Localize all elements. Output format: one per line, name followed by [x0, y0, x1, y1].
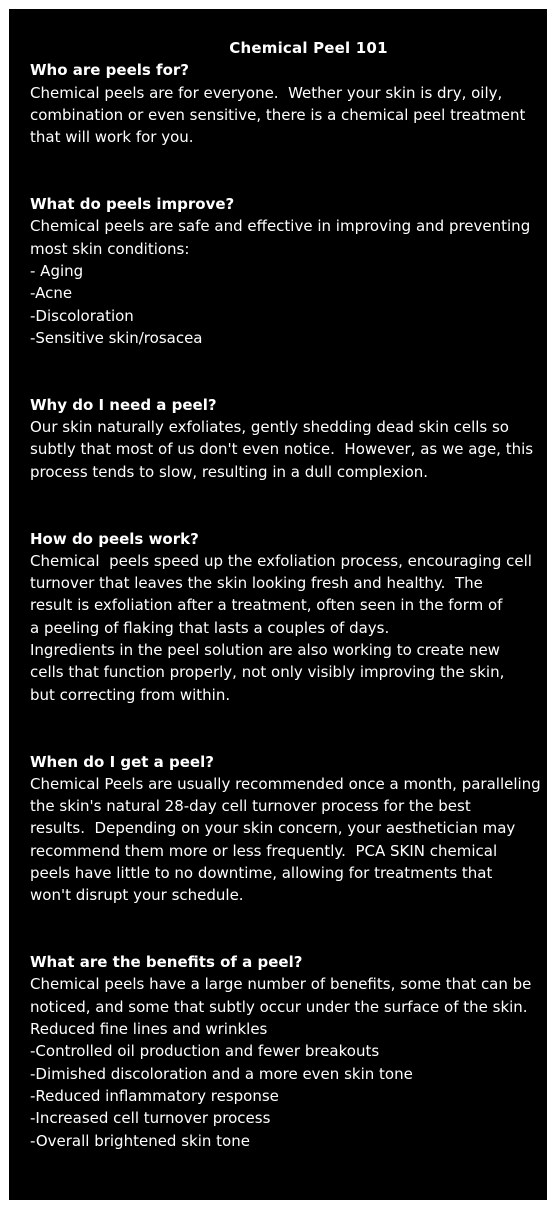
section-text-line: Chemical Peels are usually recommended once a month, paralleling	[30, 774, 541, 793]
section-text-line: combination or even sensitive, there is a chemical peel treatment	[30, 105, 526, 124]
section-text-line: -Dimished discoloration and a more even skin tone	[30, 1064, 413, 1083]
section-text-line: -Sensitive skin/rosacea	[30, 328, 203, 347]
section-text-line: cells that function properly, not only visibly improving the skin,	[30, 663, 505, 682]
section-text-line: -Discoloration	[30, 306, 134, 325]
section-text-line: peels have little to no downtime, allowing for treatments that	[30, 863, 493, 882]
section-text-line: - Aging	[30, 261, 84, 280]
section-text-line: result is exfoliation after a treatment, often seen in the form of	[30, 596, 503, 615]
section-heading: Who are peels for?	[30, 61, 189, 80]
section-text-line: results. Depending on your skin concern, your aesthetician may	[30, 819, 516, 838]
section-text-line: the skin's natural 28-day cell turnover process for the best	[30, 797, 471, 816]
section-heading: What are the benefits of a peel?	[30, 953, 303, 972]
sections-container	[30, 59, 541, 1152]
section-text-line: most skin conditions:	[30, 239, 190, 258]
section-text-line: -Reduced inflammatory response	[30, 1086, 279, 1105]
section-text-line: Our skin naturally exfoliates, gently shedding dead skin cells so	[30, 418, 509, 437]
section-text-line: Chemical peels speed up the exfoliation process, encouraging cell	[30, 551, 532, 570]
section-text-line: subtly that most of us don't even notice. However, as we age, this	[30, 440, 534, 459]
section-text-line: but correcting from within.	[30, 685, 231, 704]
section-text-line: that will work for you.	[30, 128, 194, 147]
faq-section	[30, 751, 541, 907]
section-text-line: won't disrupt your schedule.	[30, 886, 244, 905]
section-text-line: -Controlled oil production and fewer breakouts	[30, 1042, 380, 1061]
section-text-line: noticed, and some that subtly occur under the surface of the skin.	[30, 997, 528, 1016]
section-text-line: a peeling of flaking that lasts a couples of days.	[30, 618, 390, 637]
faq-section	[30, 951, 531, 1152]
section-text-line: recommend them more or less frequently. PCA SKIN chemical	[30, 841, 498, 860]
section-text-line: -Acne	[30, 284, 73, 303]
faq-section	[30, 394, 534, 483]
section-heading: How do peels work?	[30, 529, 199, 548]
page-title: Chemical Peel 101	[229, 39, 388, 57]
faq-section	[30, 193, 531, 349]
section-text-line: Ingredients in the peel solution are also working to create new	[30, 641, 500, 660]
content-panel	[9, 9, 547, 1200]
section-text-line: Chemical peels are safe and effective in improving and preventing	[30, 217, 531, 236]
section-text-line: Chemical peels are for everyone. Wether your skin is dry, oily,	[30, 83, 503, 102]
section-text-line: -Increased cell turnover process	[30, 1109, 271, 1128]
section-text-line: -Overall brightened skin tone	[30, 1131, 250, 1150]
section-text-line: process tends to slow, resulting in a dull complexion.	[30, 462, 429, 481]
section-heading: When do I get a peel?	[30, 752, 214, 771]
section-text-line: Reduced fine lines and wrinkles	[30, 1020, 268, 1039]
section-heading: Why do I need a peel?	[30, 395, 217, 414]
section-heading: What do peels improve?	[30, 195, 235, 214]
section-text-line: Chemical peels have a large number of benefits, some that can be	[30, 975, 532, 994]
faq-section	[30, 59, 531, 148]
faq-section	[30, 528, 531, 706]
section-text-line: turnover that leaves the skin looking fresh and healthy. The	[30, 574, 483, 593]
